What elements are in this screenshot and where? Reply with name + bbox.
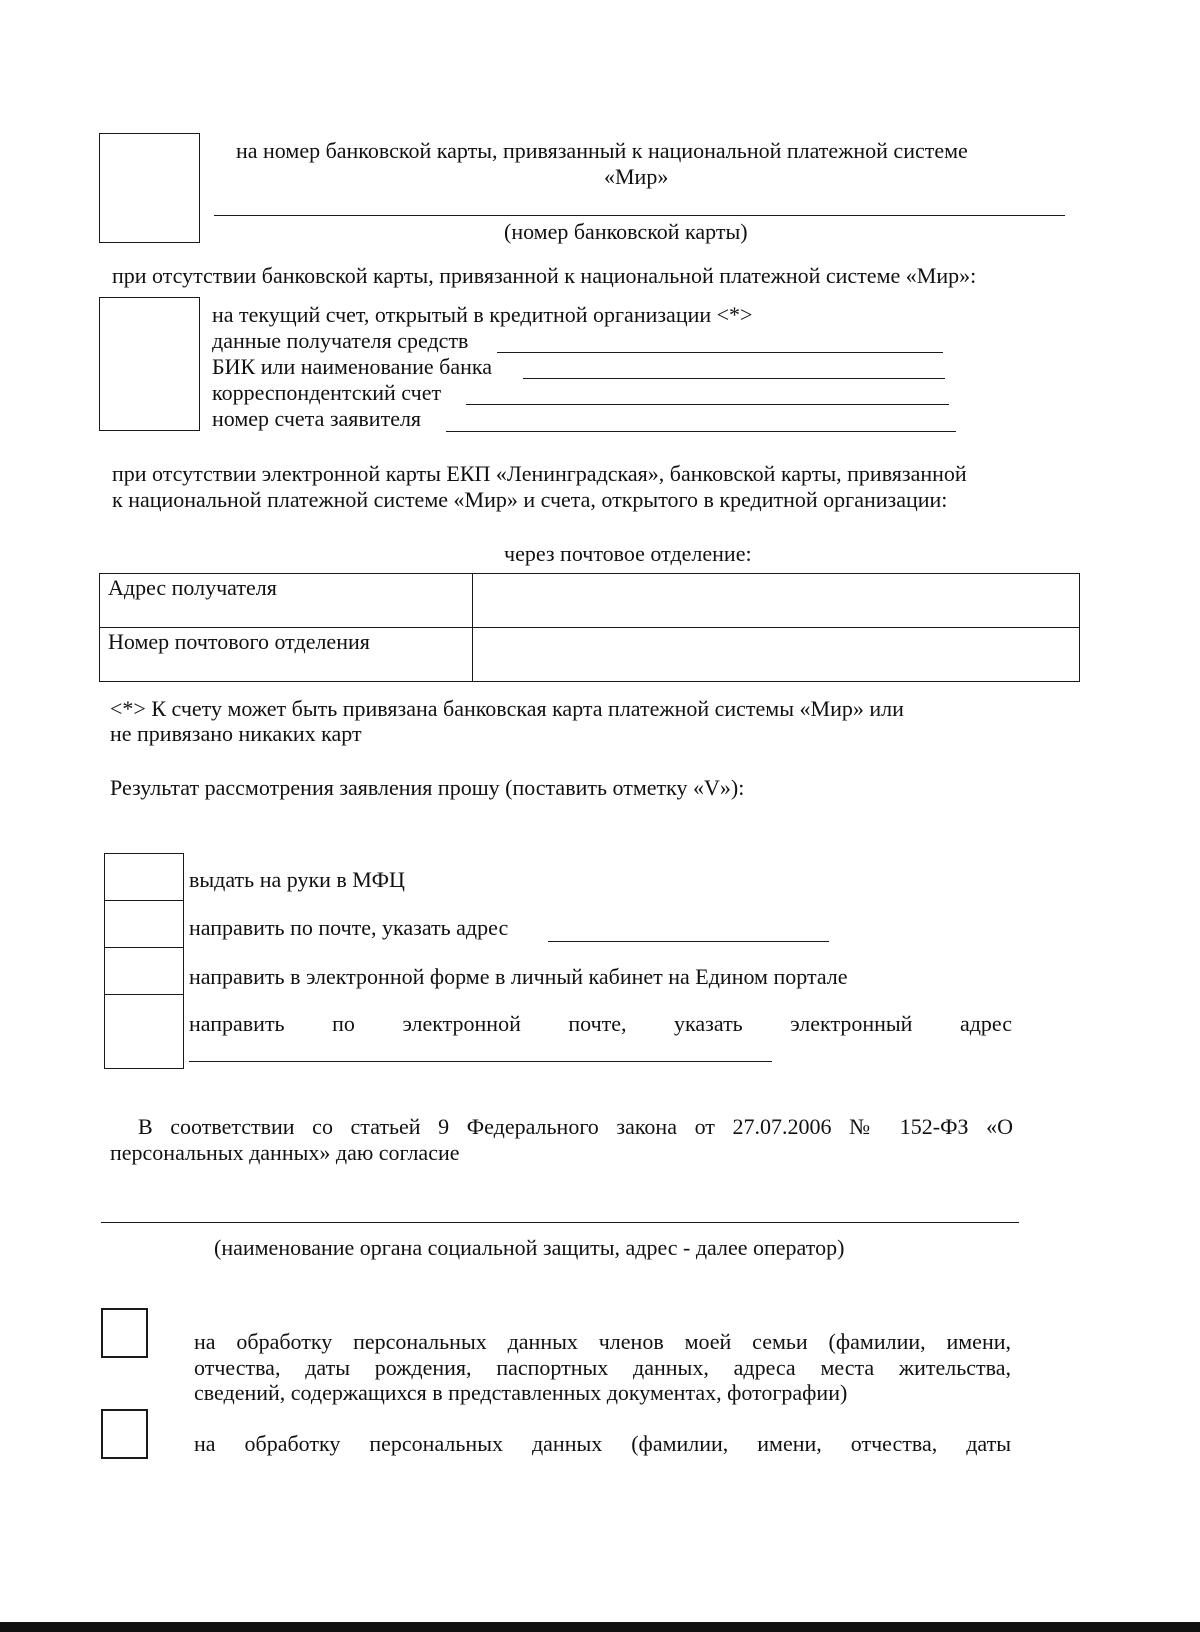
- card-option-text: на номер банковской карты, привязанный к национальной платежной системе: [236, 138, 968, 163]
- post-address-label: Адрес получателя: [100, 574, 473, 628]
- post-office-label: Номер почтового отделения: [100, 628, 473, 682]
- operator-caption: (наименование органа социальной защиты, адрес - далее оператор): [214, 1235, 845, 1260]
- bank-field[interactable]: [523, 378, 945, 379]
- card-checkbox[interactable]: [99, 133, 200, 243]
- footnote-line-1: <*> К счету может быть привязана банковская карта платежной системы «Мир» или: [110, 696, 904, 721]
- recipient-field[interactable]: [497, 352, 943, 353]
- result-checkbox-portal[interactable]: [104, 947, 184, 995]
- consent-family-line-2: отчества, даты рождения, паспортных данных, адреса места жительства,: [194, 1355, 1011, 1380]
- result-option-email: направить по электронной почте, указать электронный адрес: [189, 1011, 1012, 1036]
- recipient-label: данные получателя средств: [212, 328, 469, 353]
- footnote-line-2: не привязано никаких карт: [110, 721, 362, 746]
- result-checkbox-post[interactable]: [104, 900, 184, 948]
- corr-account-label: корреспондентский счет: [212, 380, 442, 405]
- consent-family-line-1: на обработку персональных данных членов моей семьи (фамилии, имени,: [194, 1329, 1011, 1354]
- result-checkbox-mfc[interactable]: [104, 853, 184, 901]
- post-office-field[interactable]: [473, 628, 1080, 682]
- consent-family-line-3: сведений, содержащихся в представленных документах, фотографии): [194, 1380, 848, 1405]
- result-option-mfc: выдать на руки в МФЦ: [189, 867, 405, 892]
- result-option-post: направить по почте, указать адрес: [189, 915, 509, 940]
- post-address-field[interactable]: [473, 574, 1080, 628]
- no-account-heading-1: при отсутствии электронной карты ЕКП «Ленинградская», банковской карты, привязанной: [112, 461, 967, 486]
- email-address-input[interactable]: [189, 1061, 772, 1062]
- table-row: [100, 628, 1080, 682]
- consent-personal-checkbox[interactable]: [101, 1409, 148, 1459]
- account-option-text: на текущий счет, открытый в кредитной организации <*>: [212, 302, 753, 327]
- no-account-heading-2: к национальной платежной системе «Мир» и счета, открытого в кредитной организации:: [112, 487, 948, 512]
- result-heading: Результат рассмотрения заявления прошу (поставить отметку «V»):: [110, 775, 745, 800]
- post-address-input[interactable]: [548, 941, 829, 942]
- consent-family-checkbox[interactable]: [101, 1308, 148, 1358]
- account-checkbox[interactable]: [99, 297, 200, 431]
- result-option-portal: направить в электронной форме в личный кабинет на Едином портале: [189, 964, 848, 989]
- applicant-account-field[interactable]: [446, 431, 956, 432]
- result-checkbox-email[interactable]: [104, 994, 184, 1069]
- consent-line-2: персональных данных» даю согласие: [110, 1140, 460, 1165]
- card-number-caption: (номер банковской карты): [504, 219, 748, 244]
- no-card-heading: при отсутствии банковской карты, привязанной к национальной платежной системе «Мир»:: [112, 263, 977, 288]
- corr-account-field[interactable]: [466, 404, 949, 405]
- card-option-text-2: «Мир»: [604, 164, 669, 189]
- operator-field[interactable]: [101, 1222, 1019, 1223]
- applicant-account-label: номер счета заявителя: [212, 406, 422, 431]
- post-table: [99, 573, 1080, 682]
- post-title: через почтовое отделение:: [504, 541, 752, 566]
- card-number-field[interactable]: [214, 215, 1065, 216]
- table-row: [100, 574, 1080, 628]
- consent-line-1: В соответствии со статьей 9 Федерального закона от 27.07.2006 № 152-ФЗ «О: [138, 1114, 1013, 1139]
- bank-label: БИК или наименование банка: [212, 354, 493, 379]
- consent-personal-line-1: на обработку персональных данных (фамилии, имени, отчества, даты: [194, 1431, 1011, 1456]
- scan-bottom-edge: [0, 1622, 1200, 1632]
